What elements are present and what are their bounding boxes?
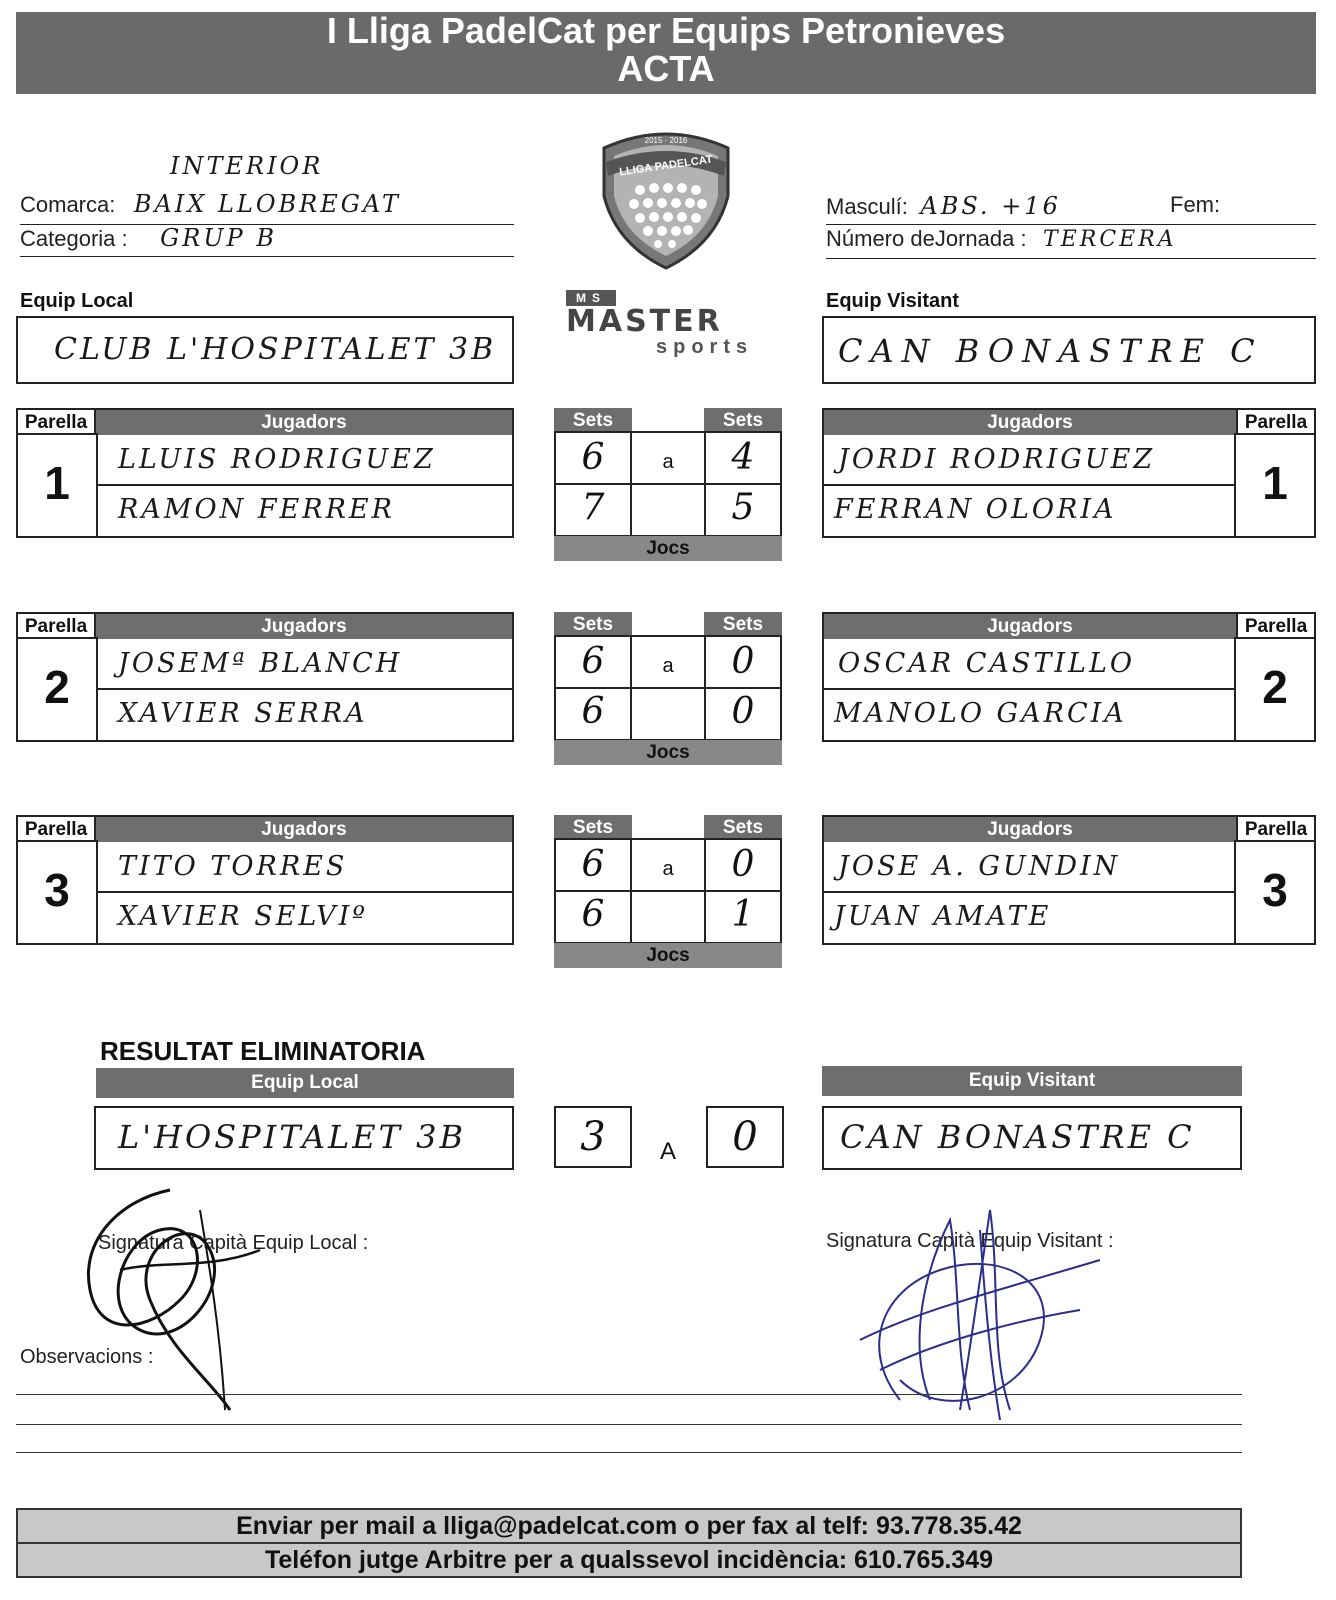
masculi-label: Masculí: <box>826 194 908 219</box>
divider <box>824 688 1234 690</box>
local-set-2: 6 <box>581 894 605 935</box>
interior-value: INTERIOR <box>170 152 324 180</box>
masculi-value: ABS. +16 <box>920 192 1061 220</box>
jugadors-header: Jugadors <box>824 817 1236 842</box>
divider <box>1234 840 1236 943</box>
logo-name: LLIGA PADELCAT <box>618 153 714 179</box>
visitant-team-label: Equip Visitant <box>826 290 959 312</box>
sets-header-local: Sets <box>554 612 632 637</box>
pair-number: 1 <box>44 457 70 509</box>
divider <box>98 891 514 893</box>
logo-years: 2015 · 2016 <box>644 136 688 145</box>
pair-number: 2 <box>1262 661 1288 713</box>
visitant-team-value: CAN BONASTRE C <box>838 332 1263 370</box>
observations-line-2 <box>16 1400 1242 1425</box>
result-local-team: L'HOSPITALET 3B <box>118 1118 466 1156</box>
master-text: MASTER <box>566 304 723 339</box>
pair-number: 3 <box>44 864 70 916</box>
parella-header: Parella <box>18 410 96 435</box>
sets-header-visitant: Sets <box>704 815 782 840</box>
local-sets-box <box>554 635 632 741</box>
visitant-player-1: JORDI RODRIGUEZ <box>838 444 1156 475</box>
comarca-row <box>20 190 514 225</box>
pair-number: 2 <box>44 661 70 713</box>
parella-header: Parella <box>1236 614 1314 639</box>
visitant-set-1: 0 <box>731 641 755 682</box>
visitant-sets-box <box>704 431 782 537</box>
jugadors-header: Jugadors <box>96 614 512 639</box>
footer-contact: Enviar per mail a lliga@padelcat.com o per fax al telf: 93.778.35.42 <box>16 1508 1242 1544</box>
sets-middle <box>632 431 704 537</box>
visitant-player-2: MANOLO GARCIA <box>834 698 1127 729</box>
local-set-1: 6 <box>581 641 605 682</box>
jugadors-header: Jugadors <box>96 410 512 435</box>
visitant-set-2: 0 <box>731 691 755 732</box>
sets-header-local: Sets <box>554 408 632 433</box>
divider <box>632 890 704 892</box>
master-sports-logo <box>566 290 766 360</box>
divider <box>824 484 1234 486</box>
sets-header-visitant: Sets <box>704 408 782 433</box>
divider <box>98 484 514 486</box>
divider <box>1234 637 1236 740</box>
sets-middle <box>632 635 704 741</box>
categoria-row <box>20 224 514 257</box>
pair-number: 3 <box>1262 864 1288 916</box>
visitant-player-2: JUAN AMATE <box>834 901 1052 932</box>
local-player-2: XAVIER SERRA <box>118 698 368 729</box>
visitant-player-1: JOSE A. GUNDIN <box>838 851 1121 882</box>
shield-icon <box>596 126 736 272</box>
result-local-header: Equip Local <box>96 1068 514 1098</box>
result-local-box <box>94 1106 514 1170</box>
visitant-player-2: FERRAN OLORIA <box>834 494 1117 525</box>
visitant-pair-box <box>822 408 1316 538</box>
jugadors-header: Jugadors <box>824 614 1236 639</box>
observations-label: Observacions : <box>20 1346 154 1368</box>
divider <box>706 890 780 892</box>
jornada-label: Número deJornada : <box>826 226 1027 251</box>
local-player-2: RAMON FERRER <box>118 494 395 525</box>
divider <box>706 687 780 689</box>
visitant-set-1: 4 <box>731 437 755 478</box>
divider <box>556 483 630 485</box>
visitant-sets-box <box>704 635 782 741</box>
local-set-1: 6 <box>581 844 605 885</box>
local-sets-box <box>554 838 632 944</box>
sets-block <box>554 408 782 560</box>
divider <box>1234 433 1236 536</box>
result-visitant-box <box>822 1106 1242 1170</box>
sets-header-visitant: Sets <box>704 612 782 637</box>
local-sets-box <box>554 431 632 537</box>
sets-separator: a <box>662 858 674 880</box>
local-player-2: XAVIER SELVIº <box>118 901 368 932</box>
sets-header-local: Sets <box>554 815 632 840</box>
sets-separator: a <box>662 451 674 473</box>
divider <box>98 688 514 690</box>
local-pair-box <box>16 408 514 538</box>
observations-line-3 <box>16 1428 1242 1453</box>
divider <box>632 687 704 689</box>
local-team-box <box>16 316 514 384</box>
local-pair-box <box>16 815 514 945</box>
visitant-team-box <box>822 316 1316 384</box>
visitant-set-2: 1 <box>731 894 755 935</box>
local-player-1: JOSEMª BLANCH <box>118 648 403 679</box>
fem-label: Fem: <box>1170 192 1221 217</box>
visitant-pair-box <box>822 612 1316 742</box>
sets-separator: a <box>662 655 674 677</box>
visitant-set-1: 0 <box>731 844 755 885</box>
result-visitant-team: CAN BONASTRE C <box>840 1118 1195 1156</box>
sets-block <box>554 612 782 764</box>
jugadors-header: Jugadors <box>824 410 1236 435</box>
result-local-score: 3 <box>554 1106 632 1168</box>
parella-header: Parella <box>1236 817 1314 842</box>
local-signature-label: Signatura Capità Equip Local : <box>98 1232 369 1254</box>
result-title: RESULTAT ELIMINATORIA <box>100 1036 426 1066</box>
categoria-label: Categoria : <box>20 226 128 251</box>
visitant-set-2: 5 <box>731 487 755 528</box>
parella-header: Parella <box>18 614 96 639</box>
local-team-value: CLUB L'HOSPITALET 3B <box>54 332 497 367</box>
categoria-value: GRUP B <box>160 224 277 252</box>
local-team-label: Equip Local <box>20 290 134 312</box>
parella-header: Parella <box>1236 410 1314 435</box>
observations-line-1 <box>16 1374 1242 1395</box>
parella-header: Parella <box>18 817 96 842</box>
divider <box>824 891 1234 893</box>
local-set-1: 6 <box>581 437 605 478</box>
result-visitant-score: 0 <box>706 1106 784 1168</box>
jocs-label: Jocs <box>554 740 782 765</box>
page-subtitle: ACTA <box>617 48 715 89</box>
masculi-row <box>826 192 1316 225</box>
sets-middle <box>632 838 704 944</box>
local-pair-box <box>16 612 514 742</box>
result-separator: A <box>660 1138 677 1165</box>
divider <box>706 483 780 485</box>
comarca-value: BAIX LLOBREGAT <box>133 190 401 218</box>
visitant-signature-label: Signatura Capità Equip Visitant : <box>826 1230 1114 1252</box>
master-sports-badge: MS <box>566 290 616 306</box>
sports-text: sports <box>656 336 754 358</box>
result-visitant-header: Equip Visitant <box>822 1066 1242 1096</box>
sets-block <box>554 815 782 967</box>
jornada-value: TERCERA <box>1043 227 1177 252</box>
pair-number: 1 <box>1262 457 1288 509</box>
local-player-1: LLUIS RODRIGUEZ <box>118 444 436 475</box>
padelcat-logo <box>596 126 736 272</box>
page-title: I Lliga PadelCat per Equips Petronieves <box>326 10 1006 51</box>
local-player-1: TITO TORRES <box>118 851 348 882</box>
visitant-player-1: OSCAR CASTILLO <box>838 648 1136 679</box>
footer-referee: Teléfon jutge Arbitre per a qualssevol incidència: 610.765.349 <box>16 1542 1242 1578</box>
visitant-sets-box <box>704 838 782 944</box>
jugadors-header: Jugadors <box>96 817 512 842</box>
visitant-pair-box <box>822 815 1316 945</box>
local-set-2: 7 <box>581 487 605 528</box>
title-banner <box>16 12 1316 94</box>
comarca-label: Comarca: <box>20 192 116 217</box>
jocs-label: Jocs <box>554 943 782 968</box>
divider <box>556 890 630 892</box>
jocs-label: Jocs <box>554 536 782 561</box>
divider <box>632 483 704 485</box>
local-set-2: 6 <box>581 691 605 732</box>
divider <box>556 687 630 689</box>
jornada-row <box>826 226 1316 259</box>
